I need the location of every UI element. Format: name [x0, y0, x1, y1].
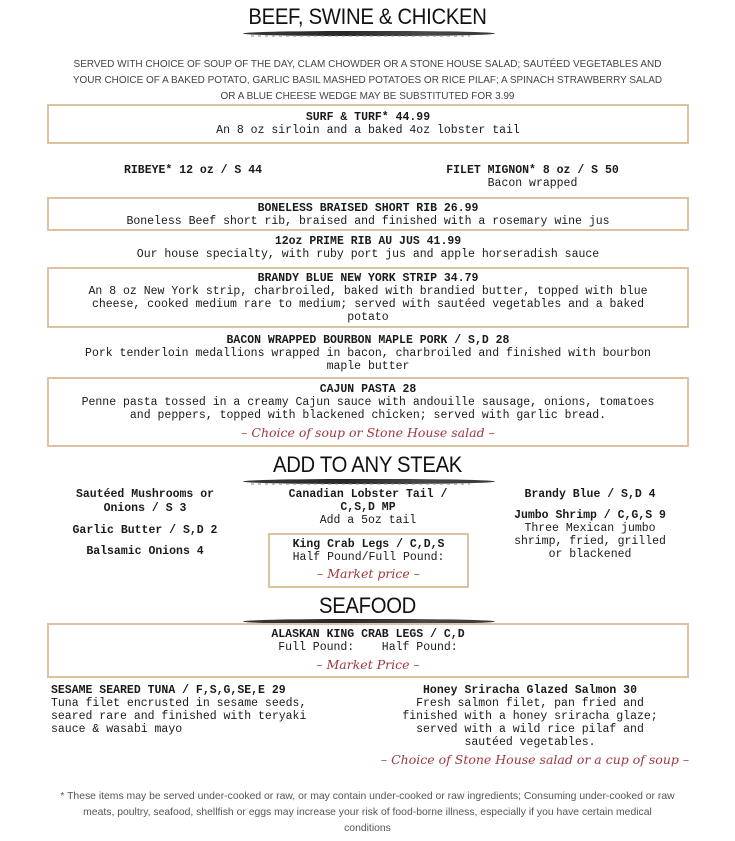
item-desc-line: seared rare and finished with teryaki [51, 710, 307, 723]
menu-item-alaskan-king-crab [47, 623, 689, 678]
item-desc-line: Penne pasta tossed in a creamy Cajun sauce with andouille sausage, onions, tomatoes [81, 396, 655, 409]
addon-desc: Half Pound/Full Pound: [292, 551, 445, 564]
item-desc-line: sauce & wasabi mayo [51, 723, 183, 736]
item-name: BONELESS BRAISED SHORT RIB 26.99 [257, 202, 479, 215]
item-name: SESAME SEARED TUNA / F,S,G,SE,E 29 [51, 684, 286, 697]
section-intro: SERVED WITH CHOICE OF SOUP OF THE DAY, CLAM CHOWDER OR A STONE HOUSE SALAD; SAUTÉED VEGETABLES AND YOUR CHOICE OF A BAKED POTATO, GARLIC BASIL MASHED POTATOES OR RICE PILAF; A SPINACH STRAWBERRY SALAD OR A BLUE CHEESE WEDGE MAY BE SUBSTITUTED FOR 3.99 [72, 59, 663, 102]
addon-desc-line: or blackened [548, 548, 632, 561]
addon-name: Jumbo Shrimp / C,G,S 9 [514, 509, 666, 522]
item-name: FILET MIGNON* 8 oz / S 50 [446, 164, 619, 177]
menu-item-brandy-blue-strip [47, 267, 689, 328]
item-desc: Boneless Beef short rib, braised and finished with a rosemary wine jus [126, 215, 610, 228]
addon-desc-line: Three Mexican jumbo [524, 522, 656, 535]
menu-item-sriracha-salmon [380, 684, 680, 749]
item-name: BRANDY BLUE NEW YORK STRIP 34.79 [257, 272, 479, 285]
menu-item-cajun-pasta [47, 377, 689, 447]
item-note: – Choice of Stone House salad or a cup of soup – [380, 752, 690, 767]
item-desc: An 8 oz sirloin and a baked 4oz lobster tail [216, 124, 520, 137]
addon-name: Onions / S 3 [103, 502, 187, 515]
item-desc-line: Tuna filet encrusted in sesame seeds, [51, 697, 307, 710]
menu-item-ribeye: RIBEYE* 12 oz / S 44 [124, 164, 263, 177]
item-desc-line: potato [347, 311, 389, 324]
item-desc-line: An 8 oz New York strip, charbroiled, baked with brandied butter, topped with blue [88, 285, 648, 298]
addon-desc-line: shrimp, fried, grilled [514, 535, 666, 548]
item-desc-line: served with a wild rice pilaf and [416, 723, 644, 736]
addon-name: C,S,D MP [340, 501, 396, 514]
menu-item-bacon-pork [47, 334, 689, 373]
footer-disclaimer: * These items may be served under-cooked or raw, or may contain under-cooked or raw ingredients; Consuming under-cooked or raw meats, poultry, seafood, shellfish or eggs may increase your risk of food-borne illness, especially if you have certain medical conditions [60, 791, 675, 834]
addon-name: King Crab Legs / C,D,S [292, 538, 445, 551]
addon-name: Balsamic Onions 4 [86, 545, 204, 558]
menu-item-short-rib [47, 197, 689, 231]
brush-underline [243, 479, 495, 484]
addon-name: Sautéed Mushrooms or [75, 488, 215, 501]
menu-item-filet-mignon [420, 164, 645, 190]
item-desc-line: sautéed vegetables. [464, 736, 596, 749]
item-desc-line: Pork tenderloin medallions wrapped in bacon, charbroiled and finished with bourbon [85, 347, 651, 360]
item-name: ALASKAN KING CRAB LEGS / C,D [271, 628, 465, 641]
addon-note: – Market price – [316, 566, 420, 581]
item-name: CAJUN PASTA 28 [319, 383, 417, 396]
item-desc-line: maple butter [326, 360, 410, 373]
item-desc-line: and peppers, topped with blackened chicken; served with garlic bread. [129, 409, 607, 422]
item-desc-line: Fresh salmon filet, pan fried and [416, 697, 644, 710]
item-desc: Bacon wrapped [487, 177, 578, 190]
menu-item-prime-rib [47, 235, 689, 261]
addon-name: Garlic Butter / S,D 2 [72, 524, 218, 537]
addons-left-column [40, 488, 250, 558]
section-title-addons: ADD TO ANY STEAK [272, 452, 463, 477]
section-title-beef: BEEF, SWINE & CHICKEN [248, 4, 487, 29]
item-name: BACON WRAPPED BOURBON MAPLE PORK / S,D 28 [226, 334, 510, 347]
menu-item-surf-turf [47, 104, 689, 144]
item-name: Honey Sriracha Glazed Salmon 30 [423, 684, 637, 697]
section-title-seafood: SEAFOOD [318, 593, 417, 618]
item-desc: Full Pound: Half Pound: [278, 641, 458, 654]
addon-name: Canadian Lobster Tail / [288, 488, 448, 501]
brush-underline [243, 31, 495, 36]
addon-king-crab [268, 533, 469, 588]
addon-desc: Add a 5oz tail [319, 514, 417, 527]
addons-right-column [490, 488, 690, 561]
item-name: 12oz PRIME RIB AU JUS 41.99 [274, 235, 462, 248]
item-name: SURF & TURF* 44.99 [305, 111, 431, 124]
item-desc-line: cheese, cooked medium rare to medium; served with sautéed vegetables and a baked [91, 298, 645, 311]
item-note: – Choice of soup or Stone House salad – [241, 425, 495, 440]
item-note: – Market Price – [316, 657, 420, 672]
item-desc-line: finished with a honey sriracha glaze; [402, 710, 658, 723]
addon-lobster-tail [268, 488, 468, 527]
addon-name: Brandy Blue / S,D 4 [524, 488, 656, 501]
menu-item-sesame-tuna [51, 684, 371, 736]
item-desc: Our house specialty, with ruby port jus and apple horseradish sauce [136, 248, 600, 261]
